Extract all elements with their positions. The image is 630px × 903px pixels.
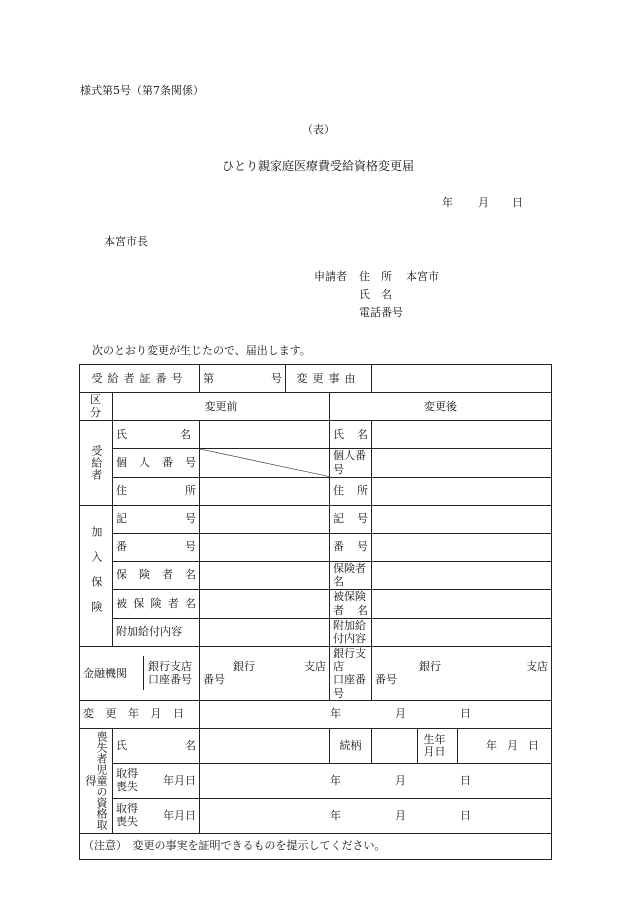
kubun-label: 区分 — [90, 393, 102, 419]
form-number: 様式第5号（第7条関係） — [80, 84, 204, 97]
acquire-date-field-2[interactable] — [200, 798, 552, 833]
address-value: 本宮市 — [406, 270, 439, 283]
insured-row — [80, 590, 552, 619]
bank-before-field[interactable] — [200, 647, 330, 701]
insured-label-before: 被保険者名 — [113, 590, 200, 619]
acq1-month: 月 — [395, 773, 406, 787]
change-year: 年 — [330, 707, 341, 721]
note-row — [80, 833, 552, 859]
change-date-field[interactable] — [200, 700, 552, 728]
birth-date-label: 生年月日 — [423, 732, 446, 758]
cert-row — [80, 365, 552, 393]
intro-text: 次のとおり変更が生じたので、届出します。 — [92, 344, 311, 357]
child-group-label: 喪失者児童の資格取得 — [84, 731, 108, 831]
bank-after-bank: 銀行 — [419, 659, 441, 673]
number-row — [80, 533, 552, 561]
symbol-before-field[interactable] — [200, 505, 330, 533]
acquire-lose-label-2: 取得喪失 — [116, 802, 138, 828]
insurer-row — [80, 561, 552, 590]
extra-benefit-after-field[interactable] — [372, 618, 552, 647]
child-name-field[interactable] — [200, 728, 330, 763]
date-day-label: 日 — [512, 196, 523, 209]
personal-no-after-field[interactable] — [372, 449, 552, 478]
extra-benefit-label-after: 附加給付内容 — [330, 618, 372, 647]
personal-no-row — [80, 449, 552, 478]
personal-no-label-after: 個人番号 — [330, 449, 372, 478]
insured-label-after: 被保険者名 — [330, 590, 372, 619]
kubun-row — [80, 393, 552, 421]
number-before-field[interactable] — [200, 533, 330, 561]
insurer-after-field[interactable] — [372, 561, 552, 590]
acq1-year: 年 — [330, 773, 341, 787]
child-name-label: 氏名 — [113, 728, 200, 763]
change-date-row — [80, 700, 552, 728]
change-month: 月 — [395, 707, 406, 721]
address-label-before: 住所 — [113, 477, 200, 505]
personal-no-before-slash — [200, 449, 330, 478]
address-before-field[interactable] — [200, 477, 330, 505]
date-month-label: 月 — [478, 196, 489, 209]
insurance-group-label: 加入保険 — [89, 525, 103, 626]
symbol-label-before: 記号 — [113, 505, 200, 533]
bank-before-branch: 支店 — [304, 659, 326, 673]
extra-benefit-before-field[interactable] — [200, 618, 330, 647]
insurer-before-field[interactable] — [200, 561, 330, 590]
insured-before-field[interactable] — [200, 590, 330, 619]
acquire-row-2 — [80, 798, 552, 833]
recipient-group-label: 受給者 — [89, 444, 103, 481]
name-before-field[interactable] — [200, 421, 330, 449]
applicant-label: 申請者 — [314, 270, 347, 283]
account-no-label-after: 口座番号 — [333, 673, 366, 700]
go-label: 号 — [271, 371, 282, 385]
number-label-before: 番号 — [113, 533, 200, 561]
bank-row — [80, 647, 552, 701]
personal-no-label-before: 個人番号 — [113, 449, 200, 478]
extra-benefit-label-before: 附加給付内容 — [113, 618, 200, 647]
date-year-label: 年 — [442, 196, 453, 209]
birth-month: 月 — [507, 738, 518, 752]
extra-benefit-row — [80, 618, 552, 647]
bank-after-account: 番号 — [375, 673, 397, 687]
reason-label: 変更事由 — [286, 365, 372, 393]
relation-field[interactable] — [372, 728, 418, 763]
address-label-after: 住所 — [330, 477, 372, 505]
acq2-day: 日 — [460, 808, 471, 822]
acquire-date-field-1[interactable] — [200, 763, 552, 798]
acq1-day: 日 — [460, 773, 471, 787]
name-label-after: 氏名 — [330, 421, 372, 449]
address-label: 住 所 — [359, 270, 392, 283]
bank-branch-label-after: 銀行支店 — [333, 647, 366, 674]
form-side: （表） — [302, 123, 335, 136]
before-header: 変更前 — [113, 393, 330, 421]
symbol-label-after: 記号 — [330, 505, 372, 533]
relation-label: 続柄 — [330, 728, 372, 763]
change-form-table — [79, 364, 552, 860]
address-row — [80, 477, 552, 505]
change-day: 日 — [460, 707, 471, 721]
change-date-label: 変更年月日 — [80, 700, 200, 728]
bank-before-bank: 銀行 — [233, 659, 255, 673]
acq2-month: 月 — [395, 808, 406, 822]
insurer-label-after: 保険者名 — [330, 561, 372, 590]
ymd-label-2: 年月日 — [163, 808, 196, 822]
child-name-row — [80, 728, 552, 763]
bank-after-branch: 支店 — [526, 659, 549, 673]
bank-before-account: 番号 — [203, 673, 225, 687]
birth-year: 年 — [486, 738, 497, 752]
insurer-label-before: 保険者名 — [113, 561, 200, 590]
birth-date-field[interactable] — [458, 728, 552, 763]
account-no-label: 口座番号 — [148, 673, 192, 687]
phone-label: 電話番号 — [359, 306, 403, 319]
birth-day: 日 — [528, 738, 539, 752]
reason-field[interactable] — [372, 365, 552, 393]
bank-branch-label: 銀行支店 — [148, 659, 192, 673]
cert-no-label: 受給者証番号 — [80, 365, 200, 393]
acquire-row-1 — [80, 763, 552, 798]
recipient: 本宮市長 — [104, 235, 148, 248]
insured-after-field[interactable] — [372, 590, 552, 619]
symbol-after-field[interactable] — [372, 505, 552, 533]
recipient-name-row — [80, 421, 552, 449]
ymd-label-1: 年月日 — [163, 773, 196, 787]
name-after-field[interactable] — [372, 421, 552, 449]
name-label-before: 氏名 — [113, 421, 200, 449]
name-label: 氏 名 — [359, 288, 392, 301]
number-after-field[interactable] — [372, 533, 552, 561]
acq2-year: 年 — [330, 808, 341, 822]
symbol-row — [80, 505, 552, 533]
bank-after-field[interactable] — [372, 647, 552, 701]
dai-label: 第 — [203, 371, 214, 385]
form-title: ひとり親家庭医療費受給資格変更届 — [222, 159, 415, 173]
number-label-after: 番号 — [330, 533, 372, 561]
after-header: 変更後 — [330, 393, 552, 421]
acquire-lose-label-1: 取得喪失 — [116, 767, 138, 793]
address-after-field[interactable] — [372, 477, 552, 505]
note-text: （注意） 変更の事実を証明できるものを提示してください。 — [80, 833, 552, 859]
bank-label: 金融機関 — [83, 666, 127, 680]
cert-no-field[interactable] — [200, 365, 286, 393]
